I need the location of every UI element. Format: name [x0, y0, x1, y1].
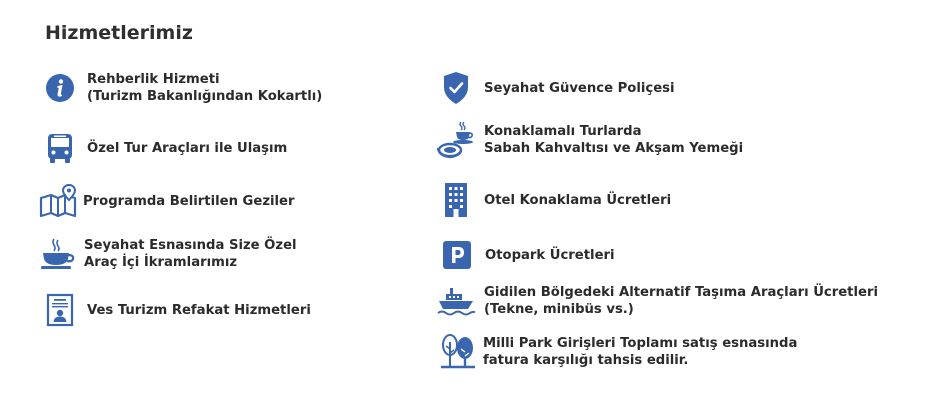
service-line: (Turizm Bakanlığından Kokartlı) [87, 89, 323, 104]
service-item-meals [437, 122, 743, 158]
service-line: Otopark Ücretleri [485, 247, 615, 263]
shield-check-icon [439, 70, 473, 106]
service-line: fatura karşılığı tahsis edilir. [483, 353, 689, 368]
service-line: Rehberlik Hizmeti [87, 72, 220, 87]
service-line: Sabah Kahvaltısı ve Akşam Yemeği [484, 141, 744, 156]
bus-icon [43, 130, 77, 166]
hotel-building-icon [439, 182, 473, 218]
service-line: Ves Turizm Refakat Hizmetleri [87, 302, 311, 318]
info-icon [43, 70, 77, 106]
service-item-hotel [439, 182, 671, 218]
park-trees-icon [440, 334, 476, 370]
service-line: (Tekne, minibüs vs.) [484, 302, 634, 317]
service-line: Araç İçi İkramlarımız [84, 255, 238, 270]
service-item-national-park [440, 334, 797, 370]
service-item-guide [43, 70, 322, 106]
service-item-insurance [439, 70, 675, 106]
service-item-alt-transport [436, 283, 878, 319]
service-line: Seyahat Esnasında Size Özel [84, 238, 297, 253]
service-item-parking [441, 237, 615, 273]
service-item-tours [39, 183, 294, 219]
guide-badge-icon [43, 292, 77, 328]
service-item-escort [43, 292, 311, 328]
coffee-cup-icon [40, 236, 77, 272]
service-line: Özel Tur Araçları ile Ulaşım [87, 140, 288, 156]
map-pin-icon [39, 183, 77, 219]
service-item-refreshments [40, 236, 297, 272]
breakfast-icon [437, 122, 475, 158]
page-title: Hizmetlerimiz [45, 22, 193, 44]
service-line: Otel Konaklama Ücretleri [484, 192, 672, 208]
service-line: Programda Belirtilen Geziler [83, 193, 295, 209]
service-line: Seyahat Güvence Poliçesi [484, 80, 675, 96]
service-line: Milli Park Girişleri Toplamı satış esnasında [483, 336, 798, 351]
service-item-transport [43, 130, 287, 166]
service-line: Konaklamalı Turlarda [484, 124, 642, 139]
boat-icon [436, 283, 476, 319]
service-line: Gidilen Bölgedeki Alternatif Taşıma Araçları Ücretleri [484, 285, 878, 300]
parking-icon [441, 237, 473, 273]
